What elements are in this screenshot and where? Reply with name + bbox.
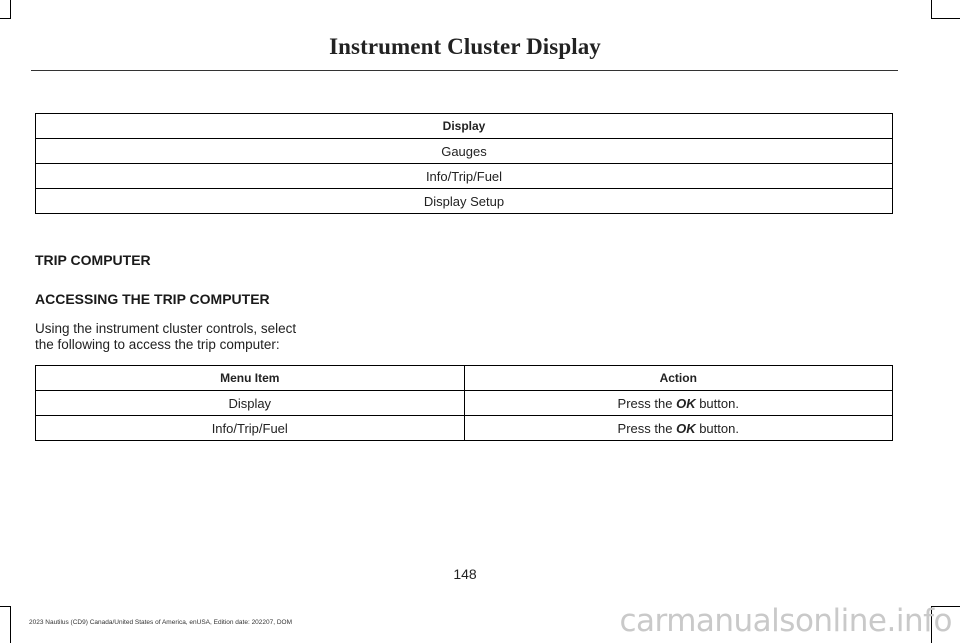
paragraph-line: the following to access the trip computer: bbox=[35, 337, 280, 352]
instruction-paragraph bbox=[35, 321, 335, 353]
crop-mark-bottom-left-horizontal bbox=[0, 606, 11, 607]
action-cell bbox=[464, 391, 893, 416]
table-header-row bbox=[36, 366, 893, 391]
action-prefix: Press the bbox=[617, 420, 673, 436]
ok-key-label: OK bbox=[676, 395, 696, 411]
display-table bbox=[35, 113, 893, 214]
table-row bbox=[36, 416, 893, 441]
table-cell: Gauges bbox=[36, 139, 893, 164]
crop-mark-top-left-vertical bbox=[10, 0, 11, 18]
section-heading: TRIP COMPUTER bbox=[35, 252, 151, 268]
table-header-cell: Display bbox=[36, 114, 893, 139]
action-prefix: Press the bbox=[617, 395, 673, 411]
table-cell: Info/Trip/Fuel bbox=[36, 164, 893, 189]
crop-mark-top-left-horizontal bbox=[0, 18, 11, 19]
action-suffix: button. bbox=[699, 420, 739, 436]
crop-mark-bottom-left-vertical bbox=[10, 606, 11, 643]
watermark-text: carmanualsonline.info bbox=[619, 603, 952, 639]
page-title: Instrument Cluster Display bbox=[329, 34, 601, 59]
action-suffix: button. bbox=[699, 395, 739, 411]
menu-item-cell: Info/Trip/Fuel bbox=[36, 416, 465, 441]
column-header-menu-item: Menu Item bbox=[36, 366, 465, 391]
header-divider bbox=[31, 70, 898, 71]
menu-action-table bbox=[35, 365, 893, 441]
table-row bbox=[36, 189, 893, 214]
table-row bbox=[36, 164, 893, 189]
footer-edition-info: 2023 Nautilus (CD9) Canada/United States of America, enUSA, Edition date: 202207, DOM bbox=[29, 619, 293, 626]
crop-mark-top-right-horizontal bbox=[931, 18, 960, 19]
table-cell: Display Setup bbox=[36, 189, 893, 214]
table-row bbox=[36, 139, 893, 164]
ok-key-label: OK bbox=[676, 420, 696, 436]
table-header-row bbox=[36, 114, 893, 139]
menu-item-cell: Display bbox=[36, 391, 465, 416]
section-subheading: ACCESSING THE TRIP COMPUTER bbox=[35, 291, 270, 307]
action-cell bbox=[464, 416, 893, 441]
table-row bbox=[36, 391, 893, 416]
page-number: 148 bbox=[453, 566, 477, 582]
column-header-action: Action bbox=[464, 366, 893, 391]
crop-mark-top-right-vertical bbox=[931, 0, 932, 18]
paragraph-line: Using the instrument cluster controls, select bbox=[35, 321, 297, 336]
